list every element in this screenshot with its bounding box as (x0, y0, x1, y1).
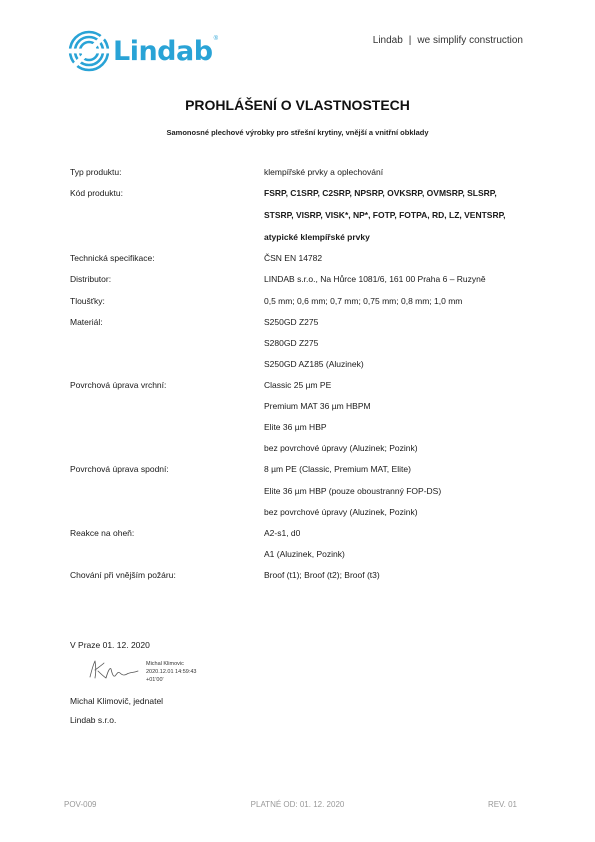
property-label: Kód produktu: (70, 188, 123, 198)
property-row (0, 379, 595, 391)
digital-signature-date: 2020.12.01 14:59:43 (146, 669, 197, 675)
footer-revision: REV. 01 (487, 800, 517, 809)
document-title: PROHLÁŠENÍ O VLASTNOSTECH (185, 97, 410, 113)
property-value: Premium MAT 36 µm HBPM (264, 401, 371, 411)
digital-signature-meta (146, 660, 196, 684)
property-value: FSRP, C1SRP, C2SRP, NPSRP, OVKSRP, OVMSRP, SLSRP, (264, 188, 497, 198)
property-label: Chování při vnějším požáru: (70, 570, 176, 580)
property-row (0, 485, 595, 497)
header-tagline (373, 35, 523, 46)
property-value: Elite 36 µm HBP (pouze oboustranný FOP-DS) (264, 486, 442, 496)
footer-doc-id: POV-009 (64, 800, 97, 809)
header-slogan: we simplify construction (417, 35, 523, 46)
property-value: S250GD AZ185 (Aluzinek) (264, 359, 364, 369)
property-label: Technická specifikace: (70, 253, 155, 263)
signer-name-role: Michal Klimovič, jednatel (70, 696, 164, 706)
logo-registered-mark: ® (213, 36, 218, 42)
property-value: klempířské prvky a oplechování (264, 167, 384, 177)
signer-company: Lindab s.r.o. (70, 715, 117, 725)
property-row (0, 316, 595, 328)
property-row (0, 569, 595, 581)
property-value: LINDAB s.r.o., Na Hůrce 1081/6, 161 00 Praha 6 – Ruzyně (264, 274, 486, 284)
property-row (0, 358, 595, 370)
lindab-logo (68, 30, 218, 72)
digital-signature-tz: +01'00' (146, 677, 164, 683)
property-row (0, 252, 595, 264)
property-value: S280GD Z275 (264, 338, 319, 348)
property-row (0, 527, 595, 539)
property-row (0, 548, 595, 560)
property-value: Elite 36 µm HBP (264, 422, 327, 432)
property-row (0, 421, 595, 433)
footer-valid-from: PLATNÉ OD: 01. 12. 2020 (250, 800, 345, 809)
property-value: 8 µm PE (Classic, Premium MAT, Elite) (264, 464, 411, 474)
digital-signer-name: Michal Klimovic (146, 661, 184, 667)
place-and-date: V Praze 01. 12. 2020 (70, 640, 150, 650)
property-label: Typ produktu: (70, 167, 122, 177)
property-value: 0,5 mm; 0,6 mm; 0,7 mm; 0,75 mm; 0,8 mm; 1,0 mm (264, 296, 463, 306)
property-row (0, 187, 595, 199)
property-row (0, 166, 595, 178)
property-value: A2-s1, d0 (264, 528, 301, 538)
property-label: Povrchová úprava spodní: (70, 464, 169, 474)
property-row (0, 295, 595, 307)
property-value: S250GD Z275 (264, 317, 319, 327)
property-value: Broof (t1); Broof (t2); Broof (t3) (264, 570, 380, 580)
property-row (0, 506, 595, 518)
property-value: Classic 25 µm PE (264, 380, 332, 390)
property-row (0, 442, 595, 454)
property-value: A1 (Aluzinek, Pozink) (264, 549, 345, 559)
property-row (0, 273, 595, 285)
property-label: Povrchová úprava vrchní: (70, 380, 167, 390)
logo-wordmark: Lindab (113, 35, 213, 67)
handwritten-signature (86, 657, 144, 688)
property-value: bez povrchové úpravy (Aluzinek; Pozink) (264, 443, 418, 453)
property-label: Materiál: (70, 317, 103, 327)
property-value: bez povrchové úpravy (Aluzinek, Pozink) (264, 507, 418, 517)
property-label: Distributor: (70, 274, 112, 284)
header-company: Lindab (372, 35, 403, 46)
property-value: atypické klempířské prvky (264, 232, 370, 242)
property-row (0, 400, 595, 412)
property-row (0, 231, 595, 243)
property-label: Reakce na oheň: (70, 528, 135, 538)
property-row (0, 463, 595, 475)
property-value: ČSN EN 14782 (264, 253, 323, 263)
property-label: Tloušťky: (70, 296, 105, 306)
property-row (0, 209, 595, 221)
header-separator: | (408, 35, 412, 46)
document-subtitle: Samonosné plechové výrobky pro střešní krytiny, vnější a vnitřní obklady (166, 128, 429, 137)
lindab-logo-icon (68, 30, 110, 72)
property-row (0, 337, 595, 349)
property-value: STSRP, VISRP, VISK*, NP*, FOTP, FOTPA, RD, LZ, VENTSRP, (264, 210, 506, 220)
